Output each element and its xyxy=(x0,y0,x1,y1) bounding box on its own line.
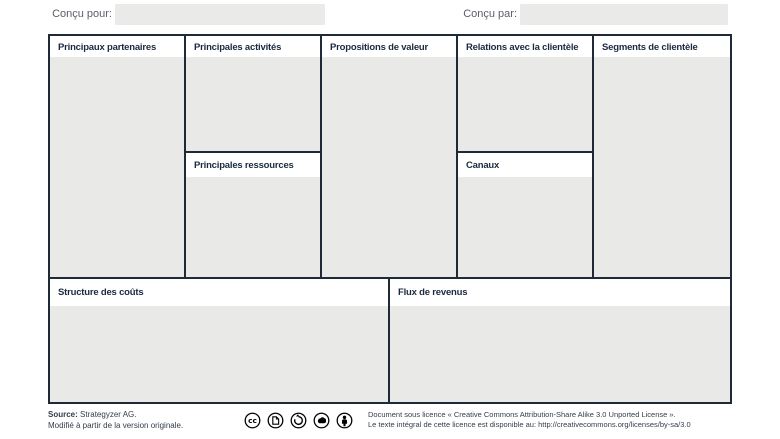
key-partners-title: Principaux partenaires xyxy=(58,42,157,53)
customer-segments-content-area[interactable] xyxy=(594,57,730,277)
designed-for-input[interactable] xyxy=(115,4,325,25)
source-line2: Modifié à partir de la version originale. xyxy=(48,421,184,430)
page-icon xyxy=(267,412,284,429)
key-resources-title: Principales ressources xyxy=(194,160,294,171)
source-label: Source: xyxy=(48,410,78,419)
section-customer-relationships xyxy=(458,36,594,153)
person-icon xyxy=(336,412,353,429)
license-line1: Document sous licence « Creative Commons Attribution-Share Alike 3.0 Unported License ». xyxy=(368,410,676,419)
license-icons xyxy=(244,412,353,429)
designed-for-label: Conçu pour: xyxy=(52,8,112,20)
source-line1 xyxy=(48,409,183,420)
designed-by-label: Conçu par: xyxy=(463,8,517,20)
circular-arrow-icon xyxy=(290,412,307,429)
section-key-resources xyxy=(186,153,322,279)
value-propositions-title: Propositions de valeur xyxy=(330,42,429,53)
channels-title: Canaux xyxy=(466,160,500,171)
license-line2: Le texte intégral de cette licence est disponible au: http://creativecommons.org/licenses/by-sa/3.0 xyxy=(368,420,691,429)
cost-structure-content-area[interactable] xyxy=(50,306,388,402)
revenue-streams-title: Flux de revenus xyxy=(398,287,468,298)
blob-icon xyxy=(313,412,330,429)
svg-text:cc: cc xyxy=(248,416,257,426)
source-value: Strategyzer AG. xyxy=(77,410,137,419)
designed-by-input[interactable] xyxy=(520,4,728,25)
business-model-canvas xyxy=(48,34,732,404)
revenue-streams-content-area[interactable] xyxy=(390,306,730,402)
cost-structure-title: Structure des coûts xyxy=(58,287,144,298)
key-activities-title: Principales activités xyxy=(194,42,282,53)
cc-icon xyxy=(244,412,261,429)
license-text xyxy=(368,410,691,430)
key-activities-content-area[interactable] xyxy=(186,57,320,151)
section-key-activities xyxy=(186,36,322,153)
section-key-partners xyxy=(50,36,186,279)
key-resources-content-area[interactable] xyxy=(186,177,320,277)
channels-content-area[interactable] xyxy=(458,177,592,277)
value-propositions-content-area[interactable] xyxy=(322,57,456,277)
section-cost-structure xyxy=(50,279,390,402)
section-customer-segments xyxy=(594,36,730,279)
section-channels xyxy=(458,153,594,279)
section-revenue-streams xyxy=(390,279,730,402)
source-attribution xyxy=(48,409,183,431)
customer-relationships-title: Relations avec la clientèle xyxy=(466,42,579,53)
key-partners-content-area[interactable] xyxy=(50,57,184,277)
customer-relationships-content-area[interactable] xyxy=(458,57,592,151)
customer-segments-title: Segments de clientèle xyxy=(602,42,698,53)
section-value-propositions xyxy=(322,36,458,279)
